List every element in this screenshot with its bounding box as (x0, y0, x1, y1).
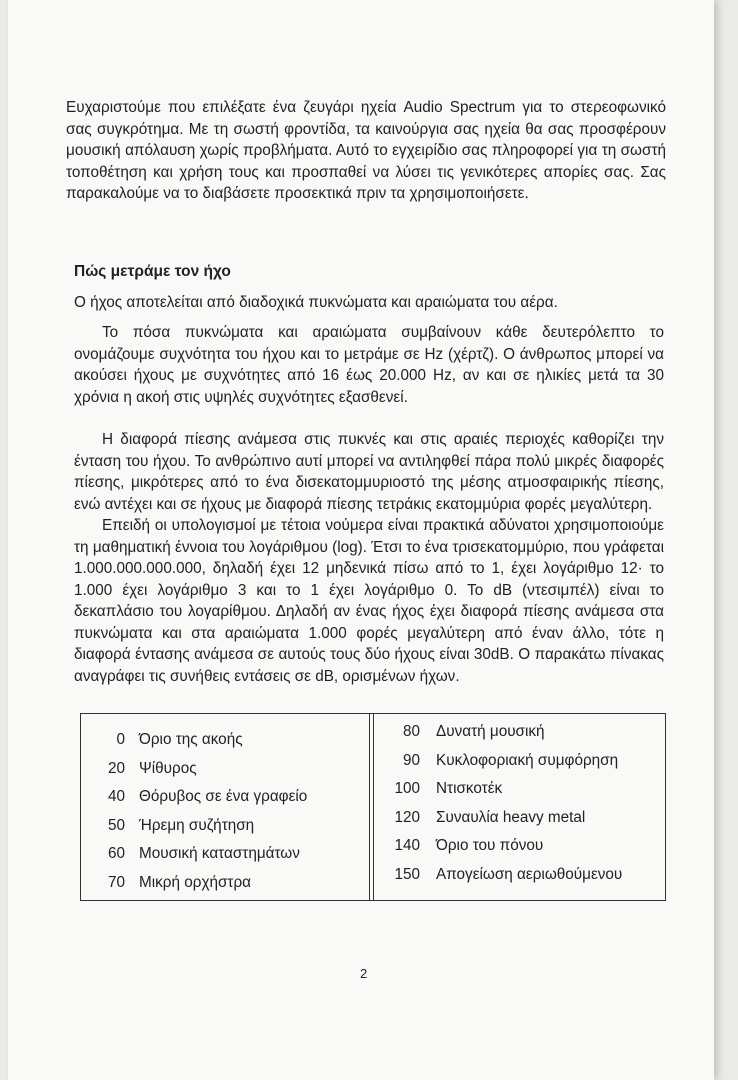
decibel-value: 100 (394, 780, 420, 797)
decibel-table-right-column (380, 718, 667, 889)
decibel-value: 150 (394, 865, 420, 883)
decibel-value: 120 (394, 808, 420, 826)
decibel-description: Συναυλία heavy metal (436, 808, 586, 826)
decibel-row (81, 869, 364, 898)
decibel-value: 90 (402, 751, 420, 769)
column-divider (373, 714, 374, 900)
decibel-value: 60 (107, 845, 125, 862)
decibel-description: Όριο του πόνου (436, 837, 544, 854)
decibel-table-left-column (81, 726, 364, 897)
decibel-row (380, 747, 667, 776)
decibel-row (380, 832, 667, 861)
page-number: 2 (360, 966, 368, 981)
decibel-row (380, 775, 667, 804)
section-heading: Πώς μετράμε τον ήχο (74, 263, 231, 280)
decibel-value: 140 (394, 837, 420, 854)
decibel-description: Κυκλοφοριακή συμφόρηση (436, 751, 619, 769)
decibel-description: Ήρεμη συζήτηση (139, 816, 255, 834)
intro-paragraph: Ευχαριστούμε που επιλέξατε ένα ζευγάρι ηχεία Audio Spectrum για το στερεοφωνικό σας συγκρότημα. Με τη σωστή φροντίδα, τα καινούργια σας ηχεία θα σας προσφέρουν μουσική απόλαυση χωρίς προβλήματα. Αυτό το εγχειρίδιο σας πληροφορεί για τη σωστή τοποθέτηση και χρήση τους και προσπαθεί να λύσει τις γενικότερες απορίες σας. Σας παρακαλούμε να το διαβάσετε προσεκτικά πριν τα χρησιμοποιήσετε. (66, 99, 666, 202)
column-divider (369, 714, 370, 900)
decibel-row (380, 718, 667, 747)
decibel-row (81, 840, 364, 869)
decibel-description: Μουσική καταστημάτων (139, 845, 300, 862)
decibel-row (81, 812, 364, 841)
decibel-value: 0 (116, 731, 125, 748)
paragraph-frequency: Το πόσα πυκνώματα και αραιώματα συμβαίνουν κάθε δευτερόλεπτο το ονομάζουμε συχνότητα του ήχου και το μετράμε σε Hz (χέρτζ). Ο άνθρωπος μπορεί να ακούσει ήχους με συχνότητες από 16 έως 20.000 Hz, αν και σε ηλικίες μετά τα 30 χρόνια η ακοή στις υψηλές συχνότητες εξασθενεί. (74, 324, 664, 406)
decibel-row (380, 861, 667, 890)
paragraph-sound-definition: Ο ήχος αποτελείται από διαδοχικά πυκνώματα και αραιώματα του αέρα. (74, 294, 558, 311)
decibel-description: Ψίθυρος (139, 759, 197, 777)
decibel-value: 40 (107, 788, 125, 805)
decibel-row (81, 726, 364, 755)
decibel-description: Απογείωση αεριωθούμενου (436, 865, 623, 883)
decibel-description: Όριο της ακοής (139, 731, 243, 748)
decibel-value: 70 (107, 873, 125, 891)
decibel-row (380, 804, 667, 833)
decibel-description: Μικρή ορχήστρα (139, 873, 252, 891)
paragraph-logarithm: Επειδή οι υπολογισμοί με τέτοια νούμερα είναι πρακτικά αδύνατοι χρησιμοποιούμε τη μαθηματική έννοια του λογάριθμου (log). Έτσι το ένα τρισεκατομμύριο, που γράφεται 1.000.000.000.000, δηλαδή έχει 12 μηδενικά πίσω από το 1, έχει λογάριθμο 12· το 1.000 έχει λογάριθμο 3 και το 1 έχει λογάριθμο 0. Το dB (ντεσιμπέλ) είναι το δεκαπλάσιο του λογαρίθμου. Δηλαδή αν ένας ήχος έχει διαφορά πίεσης ανάμεσα στα πυκνώματα και στα αραιώματα 1.000 φορές μεγαλύτερη από έναν άλλο, τότε η διαφορά έντασης ανάμεσα σε αυτούς τους δύο ήχους είναι 30dB. Ο παρακάτω πίνακας αναγράφει τις συνήθεις εντάσεις σε dB, ορισμένων ήχων. (74, 517, 664, 685)
decibel-value: 80 (402, 723, 420, 740)
paragraph-pressure: Η διαφορά πίεσης ανάμεσα στις πυκνές και στις αραιές περιοχές καθορίζει την ένταση του ήχου. Το ανθρώπινο αυτί μπορεί να αντιληφθεί πάρα πολύ μικρές διαφορές πίεσης, μικρότερες από το ένα δισεκατομμυριοστό της μέσης ατμοσφαιρικής πίεσης, ενώ αντέχει και σε ήχους με διαφορά πίεσης τετράκις εκατομμύρια φορές μεγαλύτερη. (74, 431, 664, 513)
decibel-description: Ντισκοτέκ (436, 780, 503, 797)
decibel-value: 50 (107, 816, 125, 834)
decibel-table (80, 713, 666, 901)
decibel-description: Δυνατή μουσική (436, 723, 545, 740)
decibel-value: 20 (107, 759, 125, 777)
decibel-description: Θόρυβος σε ένα γραφείο (139, 788, 308, 805)
decibel-row (81, 783, 364, 812)
document-page (8, 0, 714, 1080)
decibel-row (81, 755, 364, 784)
